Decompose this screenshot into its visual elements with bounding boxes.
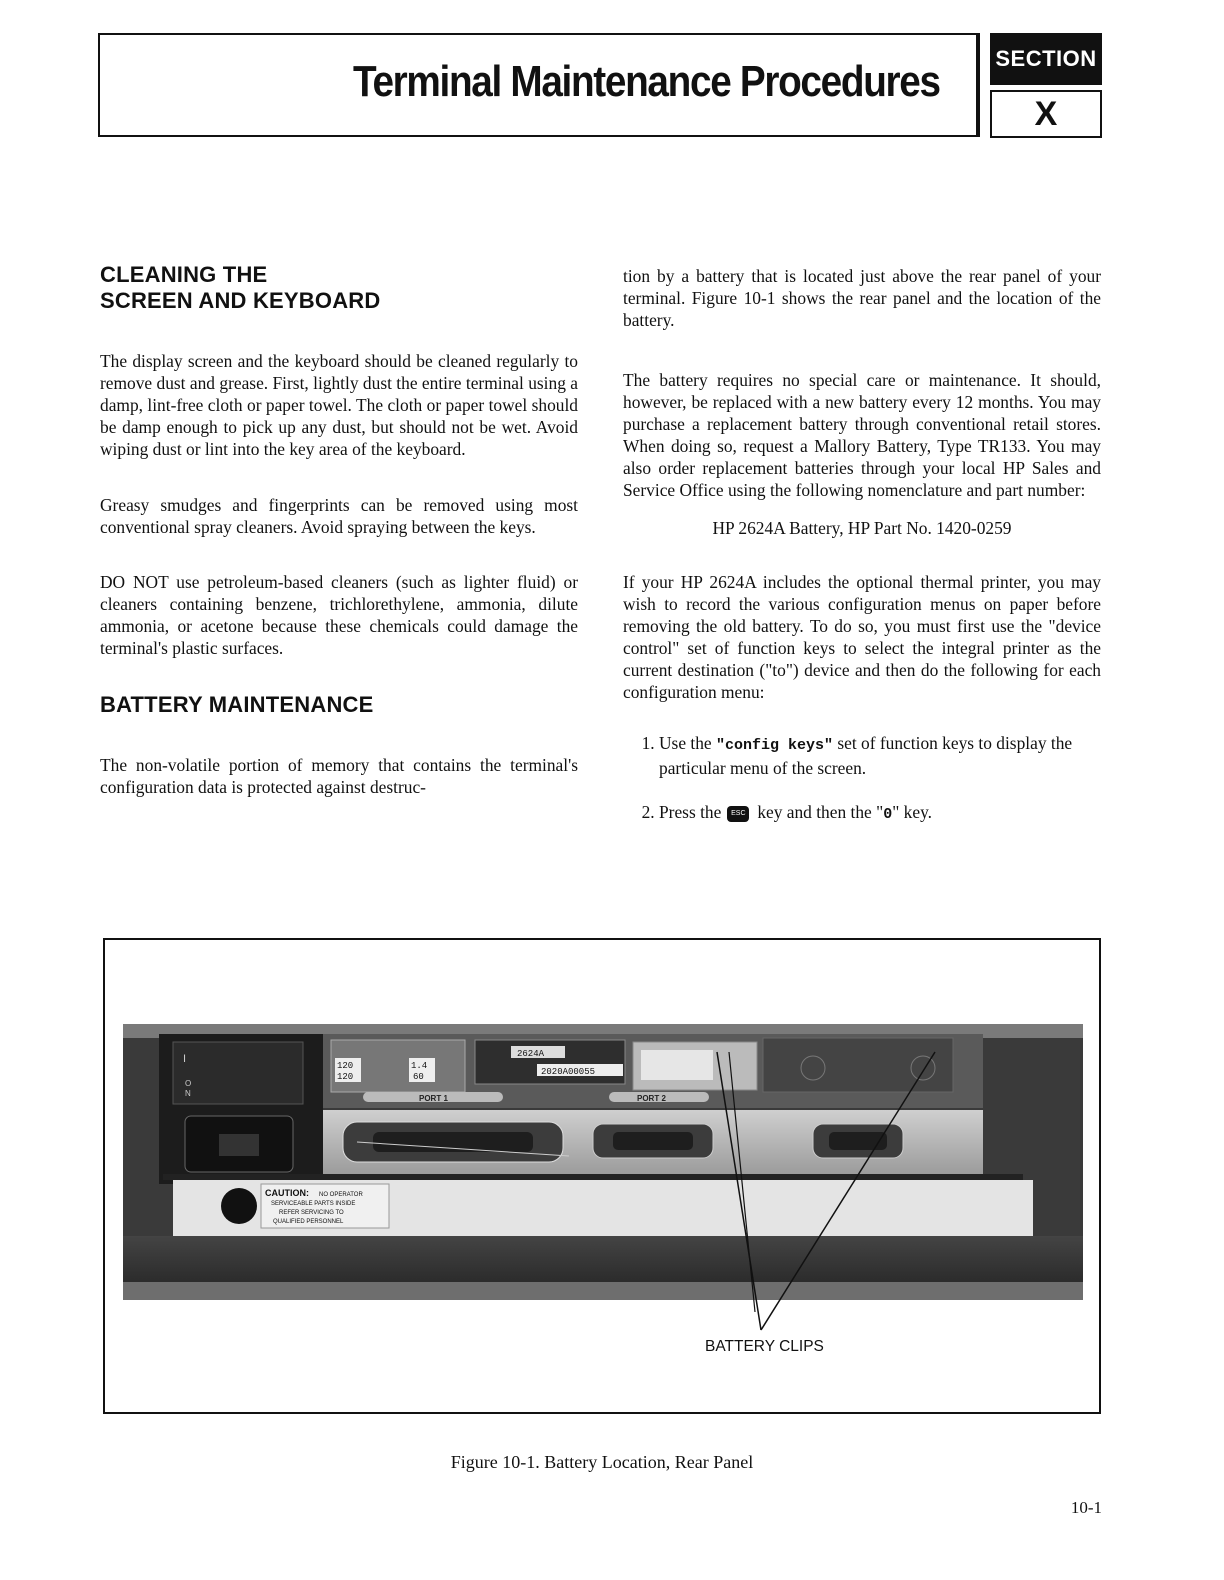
- zero-key-label: 0: [883, 806, 893, 823]
- battery-clips-label: BATTERY CLIPS: [705, 1338, 824, 1355]
- svg-text:I: I: [183, 1053, 187, 1065]
- section-number: X: [990, 90, 1102, 138]
- page-title: Terminal Maintenance Procedures: [353, 57, 940, 106]
- panel-amps: 1.4: [411, 1061, 428, 1071]
- paragraph-cleaning-1: The display screen and the keyboard should be cleaned regularly to remove dust and grease. First, lightly dust the entire terminal using a damp, lint-free cloth or paper towel. The cloth or paper towel should be damp enough to pick up any dust, but should not be wet. Avoid wiping dust or lint into the key area of the keyboard.: [100, 351, 578, 459]
- section-label: SECTION: [990, 33, 1102, 85]
- title-box: [98, 33, 980, 137]
- esc-key-icon: ESC: [727, 806, 749, 822]
- callout-lines: [105, 940, 1103, 1416]
- heading-battery: BATTERY MAINTENANCE: [100, 692, 374, 717]
- paragraph-battery-3: The battery requires no special care or maintenance. It should, however, be replaced with a new battery every 12 months. You may purchase a replacement battery through conventional retail stores. When doing so, request a Mallory Battery, Type TR133. You may also order replacement batteries through your local HP Sales and Service Office using the following nomenclature and part number:: [623, 370, 1101, 500]
- step-1-pre: Use the: [659, 733, 716, 753]
- step-2-end: " key.: [892, 802, 933, 822]
- heading-cleaning-line2: SCREEN AND KEYBOARD: [100, 288, 381, 313]
- panel-voltage-1: 120: [337, 1061, 354, 1071]
- paragraph-battery-4: If your HP 2624A includes the optional thermal printer, you may wish to record the various configuration menus on paper before removing the old battery. To do so, you must first use the "device control" set of function keys to select the integral printer as the current destination ("to") device and then do the following for each configuration menu:: [623, 572, 1101, 702]
- step-2: [659, 801, 1101, 826]
- left-column: [100, 262, 578, 798]
- step-1: [659, 732, 1101, 779]
- panel-model: 2624A: [517, 1049, 545, 1059]
- svg-text:N: N: [185, 1089, 191, 1098]
- steps-list: [623, 732, 1101, 826]
- panel-serial: 2020A00055: [541, 1067, 596, 1077]
- port-2-label: PORT 2: [637, 1094, 666, 1103]
- panel-voltage-2: 120: [337, 1072, 354, 1082]
- caution-line-1: NO OPERATOR: [319, 1192, 363, 1198]
- caution-title: CAUTION:: [265, 1188, 309, 1198]
- svg-text:O: O: [185, 1079, 192, 1088]
- caution-line-3: REFER SERVICING TO: [279, 1210, 344, 1216]
- caution-line-4: QUALIFIED PERSONNEL: [273, 1219, 344, 1225]
- heading-cleaning: [100, 262, 578, 314]
- caution-line-2: SERVICEABLE PARTS INSIDE: [271, 1201, 356, 1207]
- figure-frame: [103, 938, 1101, 1414]
- page-number: 10-1: [1070, 1498, 1102, 1517]
- step-2-pre: Press the: [659, 802, 722, 822]
- right-column: [623, 265, 1101, 826]
- paragraph-cleaning-2: Greasy smudges and fingerprints can be removed using most conventional spray cleaners. Avoid spraying between the keys.: [100, 495, 578, 537]
- paragraph-battery-1: The non-volatile portion of memory that contains the terminal's configuration data is protected against destruc-: [100, 755, 578, 797]
- paragraph-battery-2: tion by a battery that is located just above the rear panel of your terminal. Figure 10-1 shows the rear panel and the location of the battery.: [623, 266, 1101, 330]
- port-1-label: PORT 1: [419, 1094, 448, 1103]
- part-number-line: HP 2624A Battery, HP Part No. 1420-0259: [712, 518, 1012, 538]
- config-keys-label: "config keys": [716, 737, 834, 754]
- panel-hertz: 60: [413, 1072, 424, 1082]
- heading-cleaning-line1: CLEANING THE: [100, 262, 268, 287]
- paragraph-cleaning-3: DO NOT use petroleum-based cleaners (such as lighter fluid) or cleaners containing benzene, trichlorethylene, ammonia, dilute ammonia, or acetone because these chemicals could damage the terminal's plastic surfaces.: [100, 572, 578, 658]
- step-2-post: key and then the ": [757, 802, 884, 822]
- title-box-divider: [976, 33, 978, 137]
- step-1-post: set of function keys to display the particular menu of the screen.: [659, 733, 1073, 778]
- figure-caption: Figure 10-1. Battery Location, Rear Panel: [450, 1452, 754, 1472]
